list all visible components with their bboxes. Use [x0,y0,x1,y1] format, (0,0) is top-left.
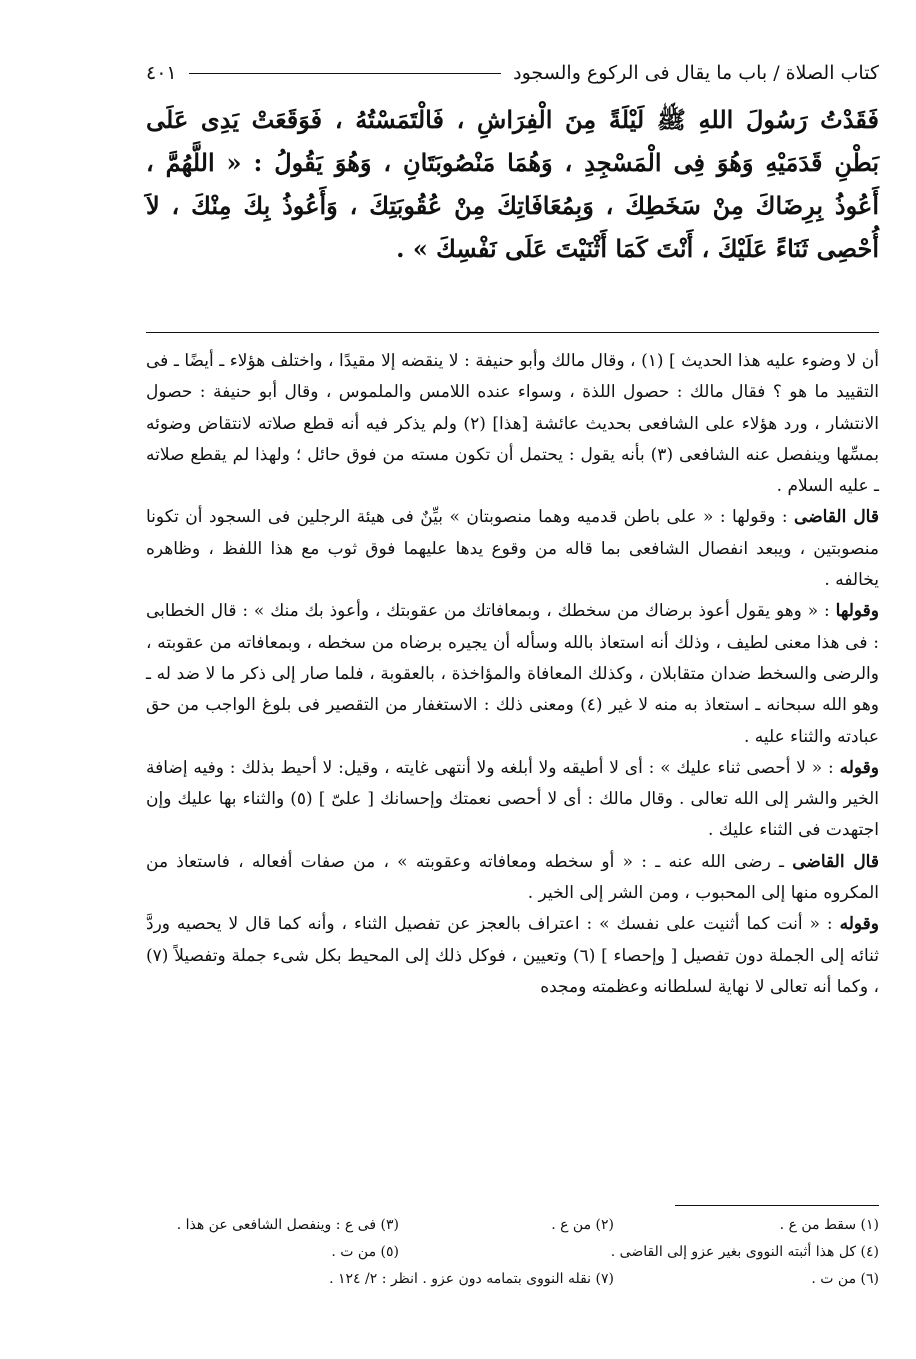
paragraph-text: : « لا أحصى ثناء عليك » : أى لا أطيقه ولا أبلغه ولا أنتهى غايته ، وقيل: لا أحيط بذلك : وفيه إضافة الخير والشر إلى الله تعالى . وقال مالك : أى لا أحصى نعمتك وإحسانك [ علىّ ] (٥) والثناء بها عليك وإن اجتهدت فى الثناء عليك . [146,757,879,841]
hadith-text: فَقَدْتُ رَسُولَ اللهِ ﷺ لَيْلَةً مِنَ الْفِرَاشِ ، فَالْتَمَسْتُهُ ، فَوَقَعَتْ يَدِى عَلَى بَطْنِ قَدَمَيْهِ وَهُوَ فِى الْمَسْجِدِ ، وَهُمَا مَنْصُوبَتَانِ ، وَهُوَ يَقُولُ : « اللَّهُمَّ ، أَعُوذُ بِرِضَاكَ مِنْ سَخَطِكَ ، وَبِمُعَافَاتِكَ مِنْ عُقُوبَتِكَ ، وَأَعُوذُ بِكَ مِنْكَ ، لاَ أُحْصِى ثَنَاءً عَلَيْكَ ، أَنْتَ كَمَا أَثْنَيْتَ عَلَى نَفْسِكَ » . [146,105,879,263]
footnote-4: (٤) كل هذا أثبته النووى بغير عزو إلى القاضى . [610,1244,879,1260]
page-number: ٤٠١ [146,62,177,84]
header-rule [189,73,502,74]
footnote-7: (٧) نقله النووى بتمامه دون عزو . انظر : ٢/ ١٢٤ . [329,1271,614,1287]
footnote-6: (٦) من ت . [811,1271,879,1287]
paragraph-lead: وقوله [839,757,879,778]
footnote-3: (٣) فى ع : وينفصل الشافعى عن هذا . [176,1217,399,1233]
paragraph-text: : وقولها : « على باطن قدميه وهما منصوبتان » بيِّنٌ فى هيئة الرجلين فى السجود أن تكونا منصوبتين ، ويبعد انفصال الشافعى بما قاله من وقوع يدها عليهما فوق ثوب مع هذا اللفظ ، وظاهره يخالفه . [146,507,879,591]
commentary-paragraph [146,753,879,847]
footnote-row [146,1266,879,1293]
commentary [146,346,879,1003]
paragraph-text: : « أنت كما أثنيت على نفسك » : اعتراف بالعجز عن تفصيل الثناء ، وأنه كما قال لا يحصيه وردَّ ثنائه إلى الجملة دون تفصيل [ وإحصاء ] (٦) وتعيين ، فوكل ذلك إلى المحيط بكل شىء جملة وتفصيلاً (٧) ، وكما أنه تعالى لا نهاية لسلطانه وعظمته ومجده [146,914,879,997]
footnote-row [146,1212,879,1239]
footnote-2: (٢) من ع . [551,1217,614,1233]
commentary-paragraph [146,596,879,752]
paragraph-lead: قال القاضى [792,851,879,872]
footnote-rule [675,1205,879,1206]
header-title: كتاب الصلاة / باب ما يقال فى الركوع والسجود [513,62,879,84]
footnotes [146,1212,879,1293]
paragraph-text: أن لا وضوء عليه هذا الحديث ] (١) ، وقال مالك وأبو حنيفة : لا ينقضه إلا مقيدًا ، واختلف هؤلاء ـ أيضًا ـ فى التقييد ما هو ؟ فقال مالك : حصول اللذة ، وسواء عنده اللامس والملموس ، وقال أبو حنيفة : حصول الانتشار ، ورد هؤلاء على الشافعى بحديث عائشة [هذا] (٢) ولم يذكر فيه أنه قطع صلاته لانتقاض وضوئه بمسِّها وينفصل عنه الشافعى (٣) بأنه يقول : يحتمل أن تكون مسته من فوق حائل ؛ ولهذا لم يقطع صلاته ـ عليه السلام . [146,351,880,497]
paragraph-lead: وقوله [839,914,879,935]
paragraph-text: ـ رضى الله عنه ـ : « أو سخطه ومعافاته وعقوبته » ، من صفات أفعاله ، فاستعاذ من المكروه منها إلى المحبوب ، ومن الشر إلى الخير . [146,851,879,904]
paragraph-text: : « وهو يقول أعوذ برضاك من سخطك ، وبمعافاتك من عقوبتك ، وأعوذ بك منك » : قال الخطابى : فى هذا معنى لطيف ، وذلك أنه استعاذ بالله وسأله أن يجيره برضاه من سخطه ، وبمعافاته من عقوبته ، والرضى والسخط ضدان متقابلان ، وكذلك المعافاة والمؤاخذة ، بالعقوبة ، فلما صار إلى ذكر ما لا ضد له ـ وهو الله سبحانه ـ استعاذ به منه لا غير (٤) ومعنى ذلك : الاستغفار من التقصير فى بلوغ الواجب من حق عبادته والثناء عليه . [146,601,879,747]
commentary-paragraph [146,847,879,910]
paragraph-lead: وقولها [835,601,879,622]
section-divider [146,332,879,333]
footnote-row [146,1239,879,1266]
commentary-paragraph [146,502,879,596]
running-header [146,60,879,86]
commentary-paragraph [146,346,879,502]
footnote-1: (١) سقط من ع . [779,1217,879,1233]
commentary-paragraph [146,909,879,1003]
footnote-5: (٥) من ت . [331,1244,399,1260]
paragraph-lead: قال القاضى [794,507,879,528]
